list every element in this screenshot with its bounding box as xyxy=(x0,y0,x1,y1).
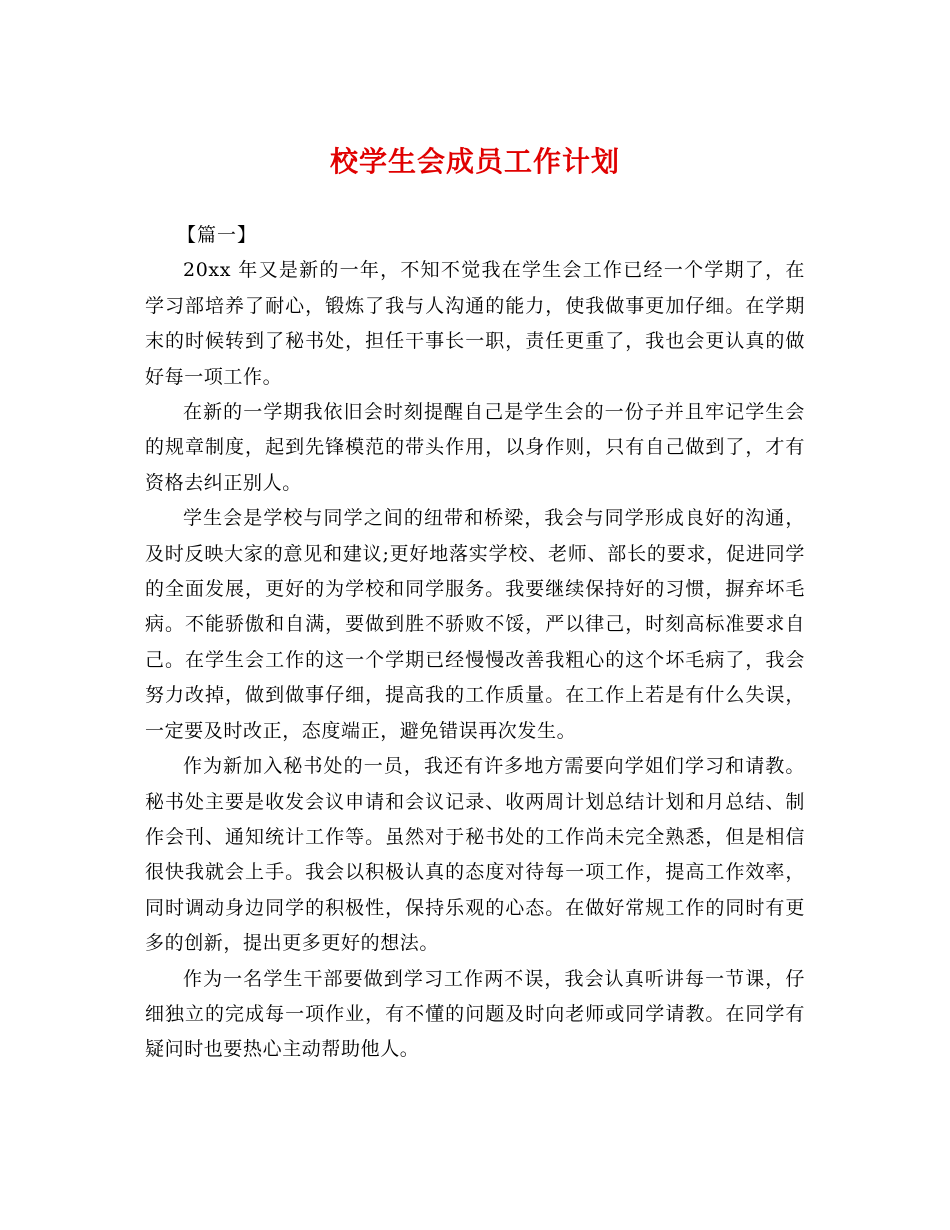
paragraph-3: 学生会是学校与同学之间的纽带和桥梁，我会与同学形成良好的沟通，及时反映大家的意见和建议;更好地落实学校、老师、部长的要求，促进同学的全面发展，更好的为学校和同学服务。我要继续保持好的习惯，摒弃坏毛病。不能骄傲和自满，要做到胜不骄败不馁，严以律己，时刻高标准要求自己。在学生会工作的这一个学期已经慢慢改善我粗心的这个坏毛病了，我会努力改掉，做到做事仔细，提高我的工作质量。在工作上若是有什么失误，一定要及时改正，态度端正，避免错误再次发生。 xyxy=(145,507,805,742)
paragraph-1: 20xx 年又是新的一年，不知不觉我在学生会工作已经一个学期了，在学习部培养了耐心，锻炼了我与人沟通的能力，使我做事更加仔细。在学期末的时候转到了秘书处，担任干事长一职，责任更重了，我也会更认真的做好每一项工作。 xyxy=(145,259,805,388)
paragraph-4: 作为新加入秘书处的一员，我还有许多地方需要向学姐们学习和请教。秘书处主要是收发会议申请和会议记录、收两周计划总结计划和月总结、制作会刊、通知统计工作等。虽然对于秘书处的工作尚未完全熟悉，但是相信很快我就会上手。我会以积极认真的态度对待每一项工作，提高工作效率，同时调动身边同学的积极性，保持乐观的心态。在做好常规工作的同时有更多的创新，提出更多更好的想法。 xyxy=(145,755,805,955)
document-body xyxy=(145,218,805,1068)
paragraph-2: 在新的一学期我依旧会时刻提醒自己是学生会的一份子并且牢记学生会的规章制度，起到先锋模范的带头作用，以身作则，只有自己做到了，才有资格去纠正别人。 xyxy=(145,401,805,494)
paragraph-5: 作为一名学生干部要做到学习工作两不误，我会认真听讲每一节课，仔细独立的完成每一项作业，有不懂的问题及时向老师或同学请教。在同学有疑问时也要热心主动帮助他人。 xyxy=(145,967,805,1061)
section-label: 【篇一】 xyxy=(177,224,258,246)
document-title: 校学生会成员工作计划 xyxy=(329,145,620,178)
